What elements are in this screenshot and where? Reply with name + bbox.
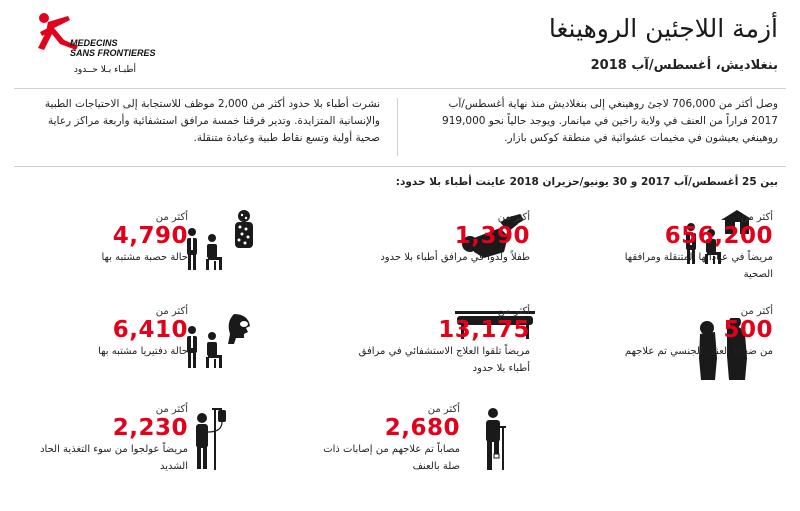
divider-top (14, 88, 786, 89)
msf-logo (30, 10, 165, 80)
stat-violence-injuries (310, 404, 460, 475)
stat-prefix: أكثر من (740, 212, 773, 223)
stat-sexual-violence (623, 306, 773, 360)
stat-value: 4,790 (112, 223, 188, 249)
stat-value: 2,230 (112, 415, 188, 441)
stat-prefix: أكثر من (155, 212, 188, 223)
intro-left-paragraph: نشرت أطباء بلا حدود أكثر من 2,000 موظف للاستجابة إلى الاحتياجات الطبية والإنسانية المتزايدة. وتدير فرقنا خمسة مرافق استشفائية وأربعة مراكز رعاية صحية أولية وتسع نقاط طبية وعيادة متنقلة. (44, 98, 380, 144)
measles-consult-icon (182, 210, 254, 276)
stat-prefix: أكثر من (497, 212, 530, 223)
stat-label: مريضاً في عياداتها المتنقلة ومرافقها الصحية (624, 252, 773, 280)
stat-value: 500 (723, 317, 773, 343)
stat-prefix: أكثر من (497, 306, 530, 317)
logo-line1: MEDECINS (70, 38, 118, 48)
stat-prefix: أكثر من (427, 404, 460, 415)
stat-value: 1,390 (454, 223, 530, 249)
stat-diphtheria (38, 306, 188, 360)
stat-value: 656,200 (664, 223, 773, 249)
stat-label: مصاباً تم علاجهم من إصابات ذات صلة بالعنف (323, 444, 460, 472)
diphtheria-consult-icon (182, 314, 254, 374)
stat-value: 6,410 (112, 317, 188, 343)
intro-right-paragraph: وصل أكثر من 706,000 لاجئ روهينغي إلى بنغلاديش منذ نهاية أغسطس/آب 2017 فراراً من العنف في ولاية راخين في ميانمار. ويوجد حالياً نحو 919,000 روهينغي يعيشون في مخيمات عشوائية في منطقة كوكس بازار. (442, 98, 778, 144)
logo-line2: SANS FRONTIERES (70, 48, 156, 58)
stat-label: حالة دفتيريا مشتبه بها (98, 346, 188, 357)
stat-measles (38, 212, 188, 266)
divider-middle (14, 166, 786, 167)
stat-label: مريضاً عولجوا من سوء التغذية الحاد الشديد (40, 444, 188, 472)
stat-malnutrition (38, 404, 188, 475)
stat-value: 2,680 (384, 415, 460, 441)
page-title: أزمة اللاجئين الروهينغا (548, 14, 778, 43)
stat-prefix: أكثر من (155, 306, 188, 317)
period-heading: بين 25 أغسطس/آب 2017 و 30 يونيو/حزيران 2018 عاينت أطباء بلا حدود: (395, 176, 778, 188)
page-subtitle: بنغلاديش، أغسطس/آب 2018 (590, 58, 778, 73)
stat-label: من ضحايا العنف الجنسي تم علاجهم (624, 346, 773, 357)
stat-prefix: أكثر من (740, 306, 773, 317)
stat-births (380, 212, 530, 266)
injured-crutch-icon (478, 408, 508, 472)
logo-arabic: أطبـاء بـلا حــدود (73, 65, 137, 75)
stat-inpatients (355, 306, 530, 377)
stat-label: حالة حصبة مشتبه بها (101, 252, 188, 263)
stat-value: 13,175 (438, 317, 530, 343)
intro-column-divider (397, 98, 398, 156)
stat-label: مريضاً تلقوا العلاج الاستشفائي في مرافق أطباء بلا حدود (358, 346, 530, 374)
stat-outpatients (623, 212, 773, 283)
stat-prefix: أكثر من (155, 404, 188, 415)
malnutrition-drip-icon (192, 406, 232, 472)
stat-label: طفلاً ولدوا في مرافق أطباء بلا حدود (380, 252, 530, 263)
